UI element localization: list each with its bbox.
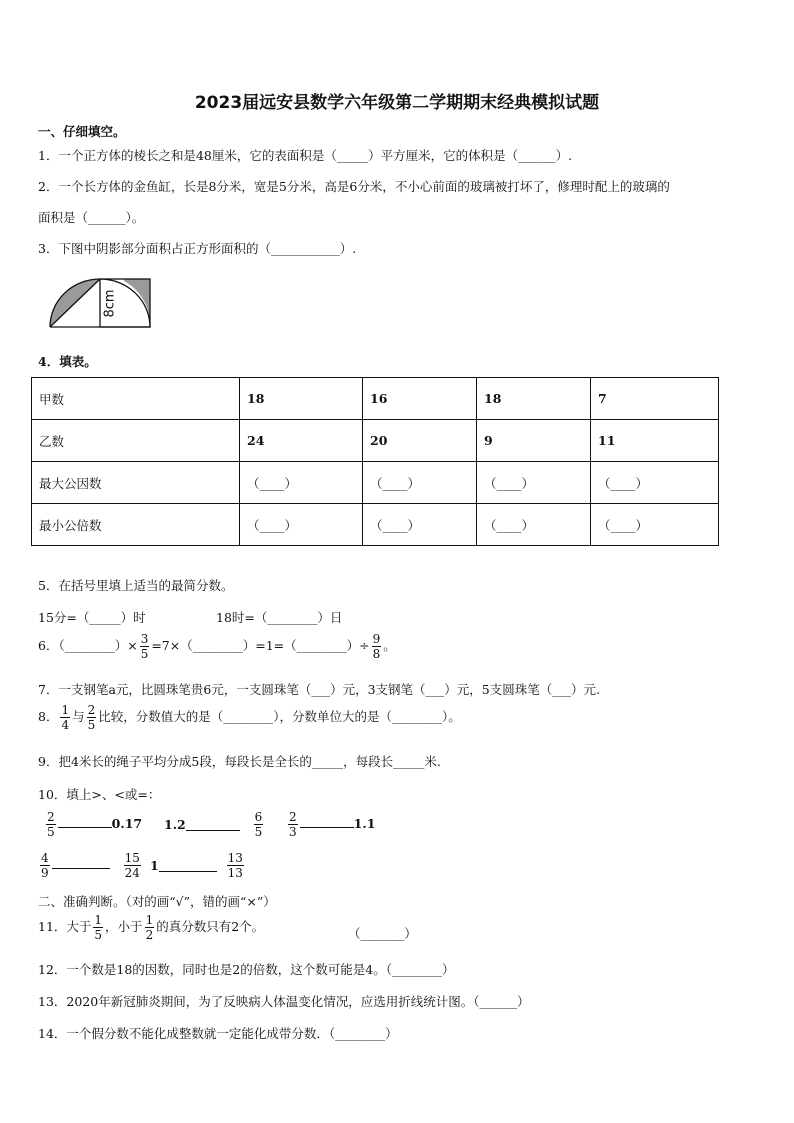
table-cell: （____） [363, 504, 477, 546]
question-2-line-2: 面积是（______）。 [38, 210, 145, 225]
q10-item-c: $\frac{2}{3}$ 1.1 [289, 810, 376, 839]
table-cell: （____） [477, 504, 591, 546]
table-cell: （____） [591, 504, 719, 546]
q10-item-d: $\frac{4}{9}$ $\frac{15}{24}$ [41, 851, 140, 880]
table-cell: 7 [591, 378, 719, 420]
table-row [32, 378, 719, 420]
question-14: 14．一个假分数不能化成整数就一定能化成带分数．（________） [38, 1026, 398, 1041]
table-cell: （____） [477, 462, 591, 504]
question-3: 3．下图中阴影部分面积占正方形面积的（___________）. [38, 241, 357, 256]
table-cell: （____） [240, 462, 363, 504]
q6-number: 6． [38, 638, 59, 653]
question-5-part-a: 15分=（_____）时 [38, 610, 146, 625]
question-5-part-b: 18时=（________）日 [216, 610, 343, 625]
question-8: 8． $\frac{1}{4}$ 与 $\frac{2}{5}$ 比较，分数值大的是（________），分数单位大的是（________）。 [38, 703, 461, 732]
q6-fraction-2: $\frac{9}{8}$ [372, 632, 381, 661]
table-row [32, 504, 719, 546]
q8-fraction-2: $\frac{2}{5}$ [87, 703, 96, 732]
fill-table [31, 377, 719, 546]
question-3-figure [44, 275, 154, 331]
table-cell: （____） [591, 462, 719, 504]
question-5: 5．在括号里填上适当的最简分数。 [38, 578, 234, 593]
table-cell: （____） [363, 462, 477, 504]
table-row [32, 420, 719, 462]
q10-item-e: 1 $\frac{13}{13}$ [150, 851, 243, 880]
figure-label-8cm: 8cm [102, 289, 118, 318]
table-cell: 最小公倍数 [32, 504, 240, 546]
table-cell: 最大公因数 [32, 462, 240, 504]
question-11: 11．大于 $\frac{1}{5}$ ，小于 $\frac{1}{2}$ 的真分数只有2个。 [38, 913, 265, 942]
q8-rest: 比较，分数值大的是（________），分数单位大的是（________）。 [98, 709, 461, 724]
section-1-heading: 一、仔细填空。 [38, 124, 126, 139]
shaded-right-region [124, 279, 150, 327]
table-cell: 20 [363, 420, 477, 462]
question-13: 13．2020年新冠肺炎期间，为了反映病人体温变化情况，应选用折线统计图。（______） [38, 994, 530, 1009]
question-6: 6．（________）× $\frac{3}{5}$ =7×（________）=1=（________）÷ $\frac{9}{8}$ 。 [38, 632, 396, 661]
q10-item-b: 1.2 $\frac{6}{5}$ [164, 810, 263, 839]
question-12: 12．一个数是18的因数，同时也是2的倍数，这个数可能是4。（________） [38, 962, 455, 977]
table-row [32, 462, 719, 504]
q10-item-a: $\frac{2}{5}$ 0.17 [47, 810, 143, 839]
table-cell: 18 [240, 378, 363, 420]
table-cell: 乙数 [32, 420, 240, 462]
page-title: 2023届远安县数学六年级第二学期期末经典模拟试题 [194, 93, 600, 113]
section-2-heading: 二、准确判断。（对的画“√”，错的画“×”） [38, 894, 276, 909]
q8-fraction-1: $\frac{1}{4}$ [61, 703, 70, 732]
q6-fraction-1: $\frac{3}{5}$ [140, 632, 149, 661]
q6-part-2: =7×（________）=1=（________）÷ [151, 638, 370, 653]
question-2-line-1: 2．一个长方体的金鱼缸，长是8分米，宽是5分米，高是6分米，不小心前面的玻璃被打坏了，修理时配上的玻璃的 [38, 179, 670, 194]
question-7: 7．一支钢笔a元，比圆珠笔贵6元，一支圆珠笔（___）元，3支钢笔（___）元，5支圆珠笔（___）元. [38, 682, 600, 697]
table-cell: （____） [240, 504, 363, 546]
table-cell: 甲数 [32, 378, 240, 420]
table-cell: 16 [363, 378, 477, 420]
table-cell: 9 [477, 420, 591, 462]
question-11-blank: （_______） [348, 926, 417, 941]
table-cell: 11 [591, 420, 719, 462]
question-1: 1．一个正方体的棱长之和是48厘米，它的表面积是（_____）平方厘米，它的体积是（______）. [38, 148, 573, 163]
table-cell: 24 [240, 420, 363, 462]
question-9: 9．把4米长的绳子平均分成5段，每段长是全长的_____，每段长_____米. [38, 754, 441, 769]
question-10: 10．填上>、<或=： [38, 787, 161, 802]
table-cell: 18 [477, 378, 591, 420]
question-4: 4．填表。 [38, 354, 97, 369]
q6-part-1: （________）× [58, 638, 138, 653]
